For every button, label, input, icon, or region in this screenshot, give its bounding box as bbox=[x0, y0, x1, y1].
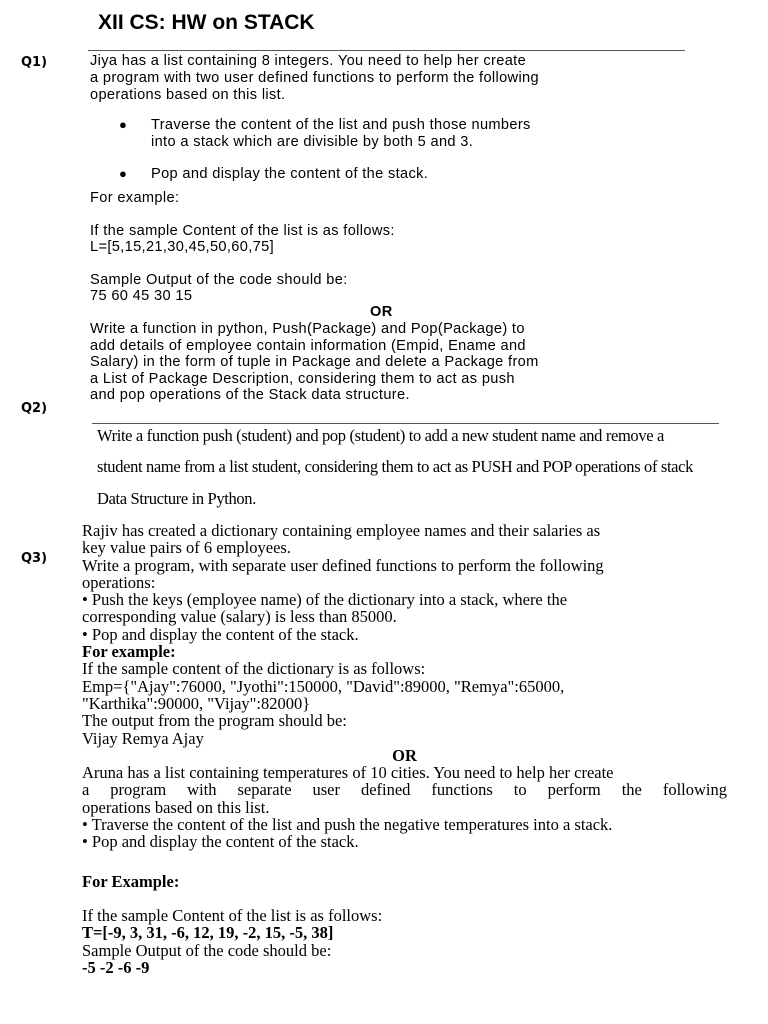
q1-sample-list: L=[5,15,21,30,45,50,60,75] bbox=[90, 239, 274, 255]
page-title: XII CS: HW on STACK bbox=[98, 11, 315, 34]
q3-line: • Push the keys (employee name) of the dictionary into a stack, where the bbox=[82, 590, 568, 610]
q3-line: Rajiv has created a dictionary containing employee names and their salaries as bbox=[82, 521, 601, 540]
q3-for-example-2: For Example: bbox=[82, 872, 180, 891]
bullet-icon: ● bbox=[119, 166, 127, 181]
q3-output2-intro: Sample Output of the code should be: bbox=[82, 940, 332, 960]
q1-alt-line: Write a function in python, Push(Package) and Pop(Package) to bbox=[90, 321, 525, 337]
q3-sample-line: "Karthika":90000, "Vijay":82000} bbox=[82, 693, 311, 713]
q3-sample-line: Vijay Remya Ajay bbox=[82, 728, 204, 748]
q1-alt-line: a List of Package Description, considering them to act as push bbox=[90, 370, 515, 387]
q3-sample-line: The output from the program should be: bbox=[82, 711, 347, 731]
q1-output: 75 60 45 30 15 bbox=[90, 288, 193, 304]
q2-line: Write a function push (student) and pop (student) to add a new student name and remove a bbox=[97, 426, 664, 445]
q1-bullet-1 bbox=[151, 117, 681, 151]
q3-alt-line: • Traverse the content of the list and push the negative temperatures into a stack. bbox=[82, 815, 613, 835]
q3-output2: -5 -2 -6 -9 bbox=[82, 957, 150, 977]
question-label-q2: Q2) bbox=[21, 401, 48, 416]
q3-sample2-intro: If the sample Content of the list is as follows: bbox=[82, 906, 383, 925]
q1-intro bbox=[90, 53, 685, 104]
q3-line: key value pairs of 6 employees. bbox=[82, 538, 291, 558]
q1-or-separator: OR bbox=[370, 304, 393, 320]
q3-body bbox=[82, 522, 727, 851]
q3-sample-2 bbox=[82, 907, 382, 976]
q1-intro-line: operations based on this list. bbox=[90, 87, 286, 103]
q1-alt-line: and pop operations of the Stack data structure. bbox=[90, 387, 410, 404]
q3-line: corresponding value (salary) is less than 85000. bbox=[82, 607, 397, 627]
q3-for-example: For example: bbox=[82, 642, 176, 662]
question-label-q3: Q3) bbox=[21, 551, 48, 566]
q3-line: • Pop and display the content of the stack. bbox=[82, 624, 359, 644]
q1-for-example: For example: bbox=[90, 190, 180, 206]
q3-alt-line: operations based on this list. bbox=[82, 797, 270, 817]
q1-intro-line: Jiya has a list containing 8 integers. You need to help her create bbox=[90, 53, 527, 69]
q1-top-rule bbox=[88, 50, 685, 51]
q3-line: operations: bbox=[82, 572, 156, 592]
q1-alt-line: Salary) in the form of tuple in Package and delete a Package from bbox=[90, 354, 539, 371]
q3-sample-line: If the sample content of the dictionary is as follows: bbox=[82, 659, 426, 679]
q1-bullet-2: Pop and display the content of the stack. bbox=[151, 166, 429, 182]
q2-line: Data Structure in Python. bbox=[97, 489, 256, 508]
q3-or-separator: OR bbox=[392, 745, 417, 765]
q1-alternative bbox=[90, 321, 685, 404]
q1-bullet-1-line: Traverse the content of the list and push those numbers bbox=[151, 117, 531, 133]
q1-bullet-1-line: into a stack which are divisible by both 5 and 3. bbox=[151, 134, 474, 150]
bullet-icon: ● bbox=[119, 117, 127, 132]
q1-sample-intro: If the sample Content of the list is as follows: bbox=[90, 223, 395, 239]
question-label-q1: Q1) bbox=[21, 55, 48, 70]
q3-alt-line: Aruna has a list containing temperatures of 10 cities. You need to help her create bbox=[82, 763, 614, 783]
q2-line: student name from a list student, considering them to act as PUSH and POP operations of stack bbox=[97, 457, 694, 476]
q3-sample2-list: T=[-9, 3, 31, -6, 12, 19, -2, 15, -5, 38] bbox=[82, 923, 334, 943]
q3-alt-line: • Pop and display the content of the stack. bbox=[82, 832, 359, 852]
q1-alt-line: add details of employee contain information (Empid, Ename and bbox=[90, 337, 526, 354]
q1-intro-line: a program with two user defined functions to perform the following bbox=[90, 70, 539, 86]
q3-alt-line: a program with separate user defined functions to perform the following bbox=[82, 780, 727, 800]
q2-top-rule bbox=[92, 423, 719, 424]
q3-line: Write a program, with separate user defined functions to perform the following bbox=[82, 555, 604, 575]
q3-sample-line: Emp={"Ajay":76000, "Jyothi":150000, "David":89000, "Remya":65000, bbox=[82, 676, 565, 696]
q1-output-intro: Sample Output of the code should be: bbox=[90, 272, 348, 288]
